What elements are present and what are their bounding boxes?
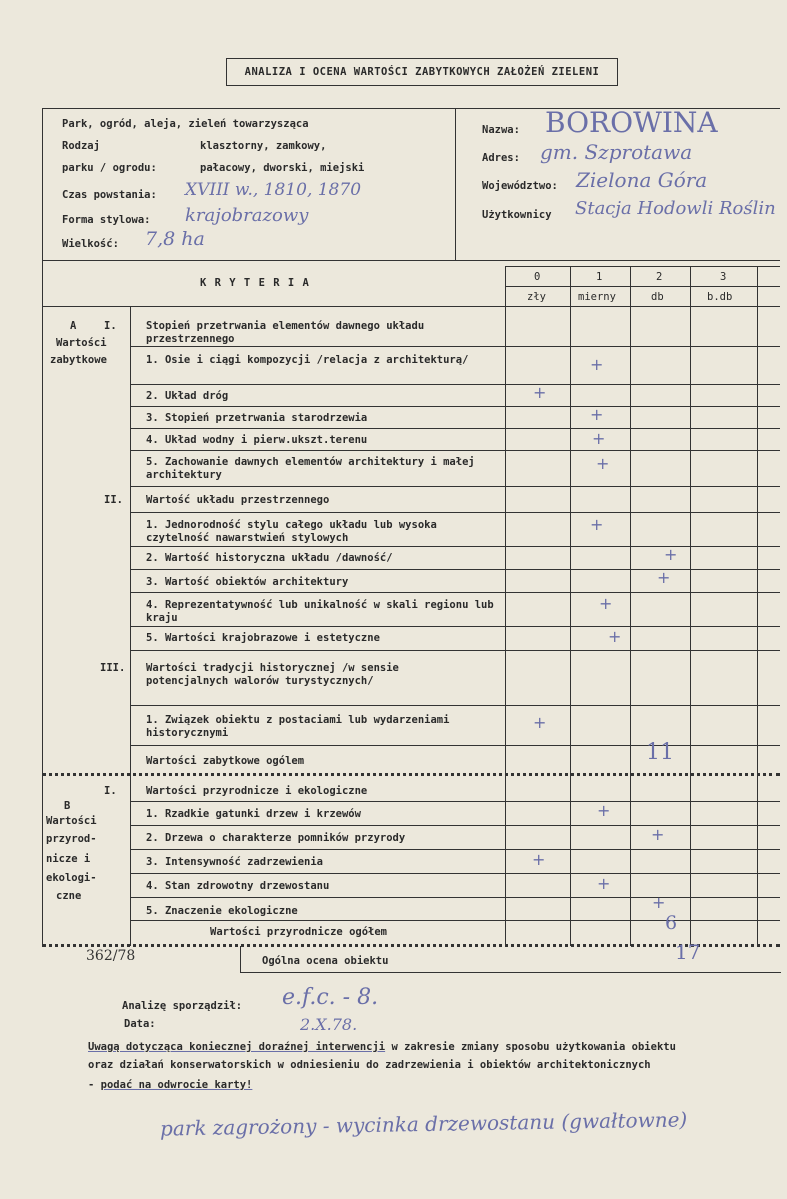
total-a-label: Wartości zabytkowe ogólem: [146, 755, 305, 767]
forma-label: Forma stylowa:: [62, 214, 151, 226]
uwaga-dash: -: [88, 1079, 101, 1091]
row-ii-3: 3. Wartość obiektów architektury: [146, 576, 349, 588]
row-line: [130, 569, 780, 570]
row-ii-2: 2. Wartość historyczna układu /dawność/: [146, 552, 393, 564]
section-separator: [42, 773, 780, 776]
uzytkownicy-label: Użytkownicy: [482, 209, 552, 221]
wojewodztwo-value: Zielona Góra: [576, 168, 708, 192]
mark-row-i-4: +: [592, 429, 606, 448]
group-i-title: Stopień przetrwania elementów dawnego układu przestrzennego: [146, 320, 425, 345]
section-b-label-2: przyrod-: [46, 833, 97, 845]
row-b-2: 2. Drzewa o charakterze pomników przyrody: [146, 832, 406, 844]
frame-left: [42, 108, 43, 946]
group-b-i-title: Wartości przyrodnicze i ekologiczne: [146, 785, 368, 797]
col-0-label: zły: [527, 291, 546, 303]
row-ii-5: 5. Wartości krajobrazowe i estetyczne: [146, 632, 380, 644]
row-line: [130, 897, 780, 898]
wielkosc-value: 7,8 ha: [145, 228, 205, 250]
mark-row-iii-1: +: [533, 713, 547, 732]
kryteria-heading: K R Y T E R I A: [200, 277, 310, 289]
mark-row-i-1: +: [590, 355, 604, 374]
document-title: ANALIZA I OCENA WARTOŚCI ZABYTKOWYCH ZAŁOŻEŃ ZIELENI: [226, 58, 618, 86]
col-1-label: mierny: [578, 291, 616, 303]
mark-row-ii-3: +: [657, 568, 671, 587]
row-i-2: 2. Układ dróg: [146, 390, 229, 402]
adres-label: Adres:: [482, 152, 520, 164]
row-i-4: 4. Układ wodny i pierw.ukszt.terenu: [146, 434, 368, 446]
uwaga-line-3: [88, 1079, 252, 1091]
row-i-1: 1. Osie i ciągi kompozycji /relacja z architekturą/: [146, 354, 469, 366]
park-type-line: Park, ogród, aleja, zieleń towarzysząca: [62, 118, 309, 130]
rodzaj-value-2: pałacowy, dworski, miejski: [200, 162, 365, 174]
row-line: [130, 428, 780, 429]
mark-row-i-3: +: [590, 405, 604, 424]
row-b-1: 1. Rzadkie gatunki drzew i krzewów: [146, 808, 361, 820]
row-ii-1: 1. Jednorodność stylu całego układu lub wysoka czytelność nawarstwień stylowych: [146, 519, 437, 544]
row-line: [130, 406, 780, 407]
row-line: [130, 592, 780, 593]
row-i-5: 5. Zachowanie dawnych elementów architektury i małej architektury: [146, 456, 475, 481]
section-b-label-5: czne: [56, 890, 82, 902]
row-line: [130, 920, 780, 921]
wielkosc-label: Wielkość:: [62, 238, 119, 250]
date-label: Data:: [124, 1018, 156, 1030]
row-line: [130, 450, 780, 451]
row-line: [130, 705, 780, 706]
section-b-label-1: Wartości: [46, 815, 97, 827]
row-b-5: 5. Znaczenie ekologiczne: [146, 905, 298, 917]
header-top: [505, 266, 780, 267]
overall-value: 17: [675, 940, 701, 964]
header-mid: [505, 286, 780, 287]
col-2-number: 2: [656, 271, 663, 283]
col-2-label: db: [651, 291, 664, 303]
row-line: [130, 801, 780, 802]
col-0-number: 0: [534, 271, 541, 283]
uwaga-line-1: [88, 1041, 676, 1053]
row-line: [130, 849, 780, 850]
section-a-label-2: zabytkowe: [50, 354, 107, 366]
adres-value: gm. Szprotawa: [540, 140, 693, 164]
section-b-label-3: nicze i: [46, 853, 91, 865]
col-3-number: 3: [720, 271, 727, 283]
mark-row-b-1: +: [597, 801, 611, 820]
mark-row-b-4: +: [597, 874, 611, 893]
col-line-2: [630, 266, 631, 946]
group-iii-title: Wartości tradycji historycznej /w sensie potencjalnych walorów turystycznych/: [146, 662, 399, 687]
row-line: [130, 745, 780, 746]
row-iii-1: 1. Związek obiektu z postaciami lub wydarzeniami historycznymi: [146, 714, 450, 739]
col-1-number: 1: [596, 271, 603, 283]
date-value: 2.X.78.: [300, 1015, 358, 1034]
row-line: [130, 512, 780, 513]
header-bottom: [42, 306, 780, 307]
row-line: [130, 825, 780, 826]
mark-row-ii-2: +: [664, 545, 678, 564]
group-ii-title: Wartość układu przestrzennego: [146, 494, 330, 506]
row-ii-4: 4. Reprezentatywność lub unikalność w skali regionu lub kraju: [146, 599, 494, 624]
total-a-value: 11: [646, 740, 674, 765]
wojewodztwo-label: Województwo:: [482, 180, 558, 192]
section-b-num: I.: [104, 785, 117, 797]
info-divider: [455, 108, 456, 261]
row-i-3: 3. Stopień przetrwania starodrzewia: [146, 412, 368, 424]
col-line-4: [757, 266, 758, 946]
analize-label: Analizę sporządził:: [122, 1000, 243, 1012]
mark-row-b-2: +: [651, 825, 665, 844]
rodzaj-label: Rodzaj: [62, 140, 100, 152]
mark-row-i-5: +: [596, 454, 610, 473]
row-line: [130, 486, 780, 487]
uwaga-rest: w zakresie zmiany sposobu użytkowania obiektu: [385, 1041, 676, 1053]
parku-label: parku / ogrodu:: [62, 162, 157, 174]
row-b-4: 4. Stan zdrowotny drzewostanu: [146, 880, 330, 892]
group-iii-num: III.: [100, 662, 126, 674]
uzytkownicy-value: Stacja Hodowli Roślin: [575, 198, 776, 219]
uwaga-instruction: podać na odwrocie karty!: [100, 1079, 253, 1091]
reference-number: 362/78: [86, 948, 136, 964]
row-line: [130, 650, 780, 651]
mark-row-i-2: +: [533, 383, 547, 402]
col-3-label: b.db: [707, 291, 733, 303]
col-line-1: [570, 266, 571, 946]
section-a-label-1: Wartości: [56, 337, 107, 349]
overall-label: Ogólna ocena obiektu: [262, 955, 389, 967]
total-b-label: Wartości przyrodnicze ogółem: [210, 926, 388, 938]
row-b-3: 3. Intensywność zadrzewienia: [146, 856, 324, 868]
nazwa-label: Nazwa:: [482, 124, 520, 136]
row-line: [130, 346, 780, 347]
mark-row-ii-5: +: [608, 627, 622, 646]
mark-row-b-3: +: [532, 850, 546, 869]
mark-row-ii-1: +: [590, 515, 604, 534]
handwritten-note: park zagrożony - wycinka drzewostanu (gwałtowne): [159, 1107, 688, 1141]
section-b-letter: B: [64, 800, 71, 812]
mark-row-ii-4: +: [599, 594, 613, 613]
czas-label: Czas powstania:: [62, 189, 157, 201]
row-line: [130, 546, 780, 547]
forma-value: krajobrazowy: [185, 205, 309, 226]
info-bottom: [42, 260, 780, 261]
rodzaj-value-1: klasztorny, zamkowy,: [200, 140, 327, 152]
uwaga-highlight: Uwagą dotycząca koniecznej doraźnej interwencji: [88, 1041, 386, 1053]
col-line-0: [505, 266, 506, 946]
row-line: [130, 626, 780, 627]
row-line: [130, 873, 780, 874]
total-b-value: 6: [665, 912, 678, 934]
nazwa-value: BOROWINA: [545, 106, 718, 139]
czas-value: XVIII w., 1810, 1870: [185, 180, 362, 200]
analize-signature: e.f.c. - 8.: [282, 985, 379, 1010]
mark-row-b-5: +: [652, 893, 666, 912]
section-b-label-4: ekologi-: [46, 872, 97, 884]
col-line-3: [690, 266, 691, 946]
uwaga-line-2: oraz działań konserwatorskich w odniesieniu do zadrzewienia i obiektów architektonicznych: [88, 1059, 651, 1071]
section-a-letter: A: [70, 320, 77, 332]
group-ii-num: II.: [104, 494, 123, 506]
row-line: [130, 384, 780, 385]
section-a-num: I.: [104, 320, 117, 332]
